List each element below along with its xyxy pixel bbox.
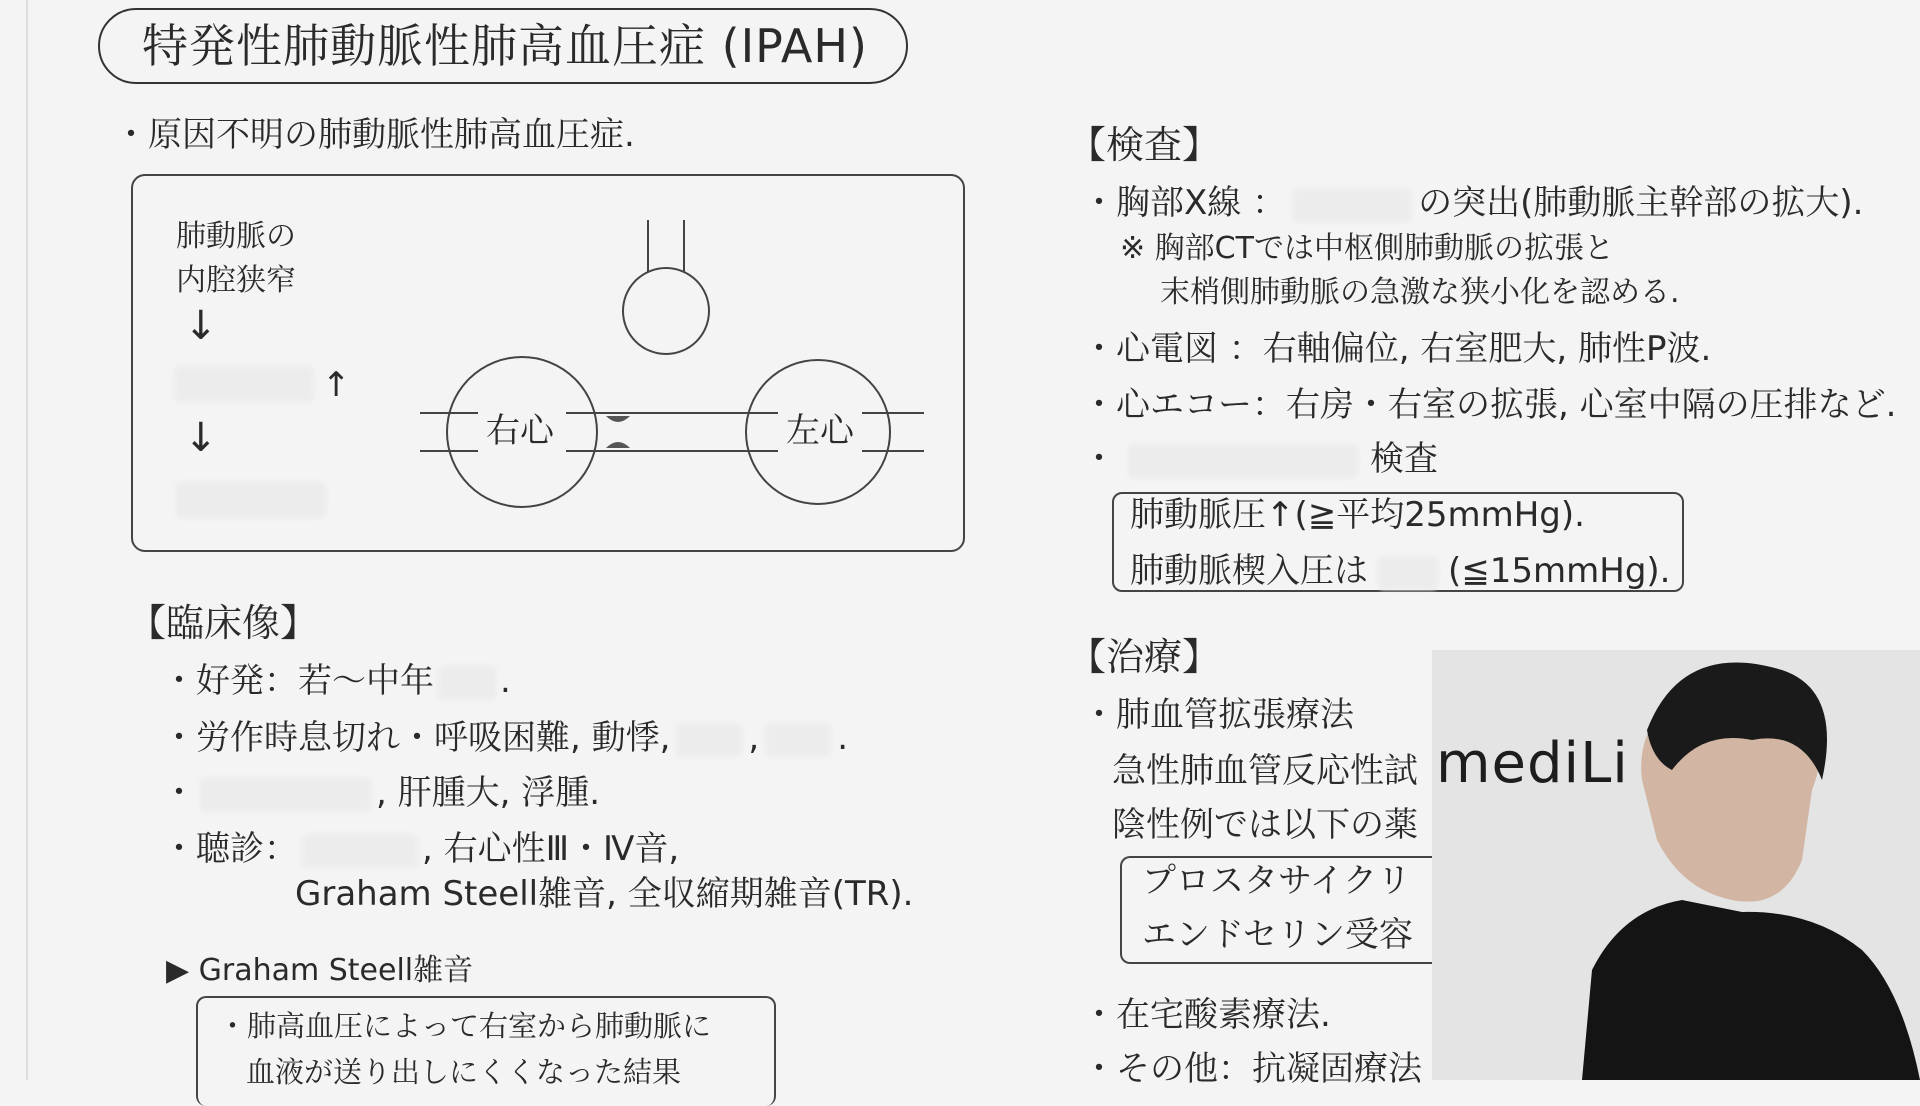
clinical-item-2: ・労作時息切れ・呼吸困難, 動悸, , . bbox=[162, 718, 849, 758]
hidden-text-box-2 bbox=[176, 482, 326, 518]
webcam-overlay bbox=[1432, 650, 1920, 1080]
channel-logo: mediLi bbox=[1436, 731, 1629, 796]
exam-cath: ・ 検査 bbox=[1082, 439, 1438, 479]
pulmonary-bulb bbox=[623, 268, 709, 354]
treatment-bracket-line1: プロスタサイクリ bbox=[1142, 861, 1411, 901]
exam-ecg: ・心電図 ：右軸偏位, 右室肥大, 肺性P波. bbox=[1082, 329, 1712, 369]
exam-bracket-line2: 肺動脈楔入圧は (≦15mmHg). bbox=[1130, 551, 1671, 591]
hidden-text bbox=[676, 723, 742, 757]
treatment-line2: 急性肺血管反応性試 bbox=[1112, 751, 1418, 791]
hidden-text bbox=[1378, 556, 1438, 590]
down-arrow-1: ↓ bbox=[184, 303, 218, 349]
graham-steell-line1: ・肺高血圧によって右室から肺動脈に bbox=[218, 1009, 712, 1043]
hidden-text-box-1 bbox=[174, 366, 314, 402]
exam-bracket-line1: 肺動脈圧↑(≧平均25mmHg). bbox=[1130, 495, 1585, 535]
page-title: 特発性肺動脈性肺高血圧症 (IPAH) bbox=[142, 19, 868, 73]
treatment-line3: 陰性例では以下の薬 bbox=[1112, 805, 1418, 845]
graham-steell-heading: ▶ Graham Steell雑音 bbox=[166, 953, 474, 988]
hidden-text bbox=[1292, 188, 1412, 222]
treatment-line4: ・在宅酸素療法. bbox=[1082, 995, 1331, 1035]
exam-ct-line1: ※ 胸部CTでは中枢側肺動脈の拡張と bbox=[1120, 231, 1614, 266]
clinical-item-1: ・好発：若〜中年 . bbox=[162, 661, 511, 701]
treatment-bracket-line2: エンドセリン受容 bbox=[1142, 915, 1413, 955]
hidden-text bbox=[302, 834, 418, 868]
exam-xray: ・胸部X線 ： の突出(肺動脈主幹部の拡大). bbox=[1082, 183, 1864, 223]
treatment-line5: ・その他：抗凝固療法 bbox=[1082, 1049, 1422, 1089]
hidden-text bbox=[1128, 444, 1358, 478]
treatment-heading: 【治療】 bbox=[1068, 635, 1221, 679]
left-heart-label: 左心 bbox=[786, 411, 854, 451]
left-margin-line bbox=[26, 0, 28, 1080]
clinical-item-4: ・聴診： , 右心性Ⅲ・Ⅳ音, bbox=[162, 829, 680, 869]
stenosis-mark-top bbox=[606, 416, 630, 422]
hidden-text bbox=[200, 778, 372, 812]
graham-steell-line2: 血液が送り出しにくくなった結果 bbox=[246, 1055, 682, 1089]
diagram-label-line2: 内腔狭窄 bbox=[176, 263, 296, 298]
exam-echo: ・心エコー：右房・右室の拡張, 心室中隔の圧排など. bbox=[1082, 385, 1897, 425]
treatment-line1: ・肺血管拡張療法 bbox=[1082, 695, 1354, 735]
hidden-text bbox=[765, 723, 831, 757]
exam-ct-line2: 末梢側肺動脈の急激な狭小化を認める. bbox=[1160, 275, 1680, 310]
intro-text: ・原因不明の肺動脈性肺高血圧症. bbox=[114, 115, 635, 155]
stenosis-mark-bottom bbox=[606, 442, 630, 448]
hidden-text bbox=[438, 666, 496, 700]
up-arrow: ↑ bbox=[322, 365, 351, 405]
exam-heading: 【検査】 bbox=[1068, 123, 1221, 167]
heart-circulation-svg bbox=[410, 210, 930, 520]
clinical-item-3: ・ , 肝腫大, 浮腫. bbox=[162, 773, 601, 813]
presenter-silhouette bbox=[1432, 650, 1920, 1080]
right-heart-label: 右心 bbox=[486, 411, 554, 451]
diagram-label-line1: 肺動脈の bbox=[176, 219, 296, 254]
down-arrow-2: ↓ bbox=[184, 415, 218, 461]
clinical-item-4-cont: Graham Steell雑音, 全収縮期雑音(TR). bbox=[295, 874, 914, 914]
clinical-heading: 【臨床像】 bbox=[128, 601, 319, 645]
